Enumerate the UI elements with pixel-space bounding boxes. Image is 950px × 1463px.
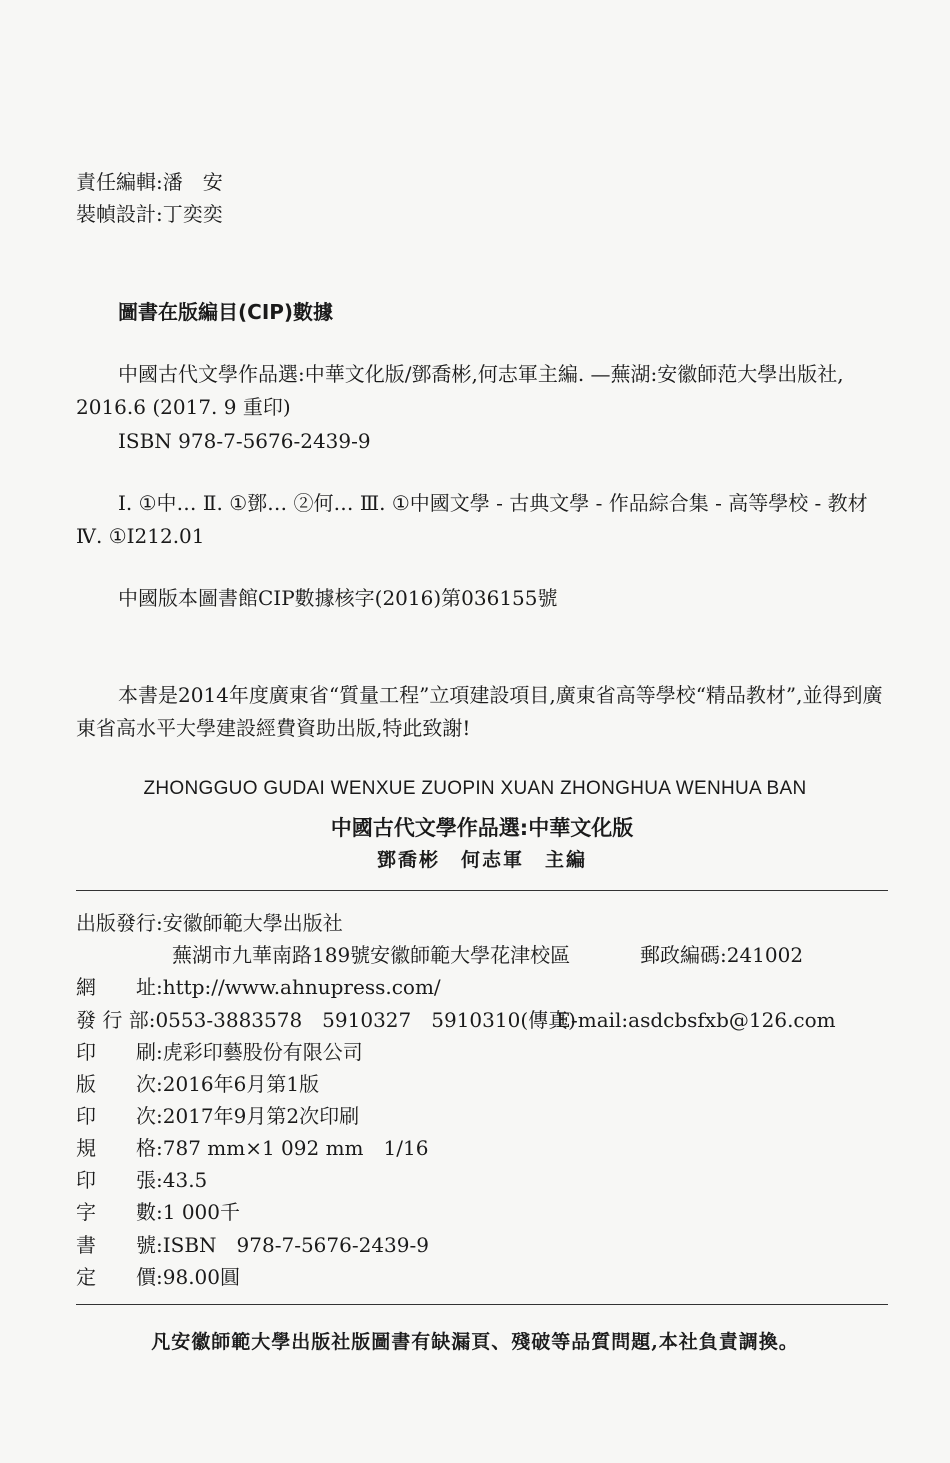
cip-approval: 中國版本圖書館CIP數據核字(2016)第036155號: [118, 586, 558, 610]
detail-label: 定 價: [76, 1265, 156, 1289]
detail-value: :43.5: [156, 1168, 208, 1192]
detail-value: :虎彩印藝股份有限公司: [156, 1040, 363, 1064]
detail-row: [76, 1006, 576, 1034]
detail-row: [76, 1102, 359, 1130]
detail-label: 印 次: [76, 1104, 156, 1128]
detail-value: :1 000千: [156, 1200, 240, 1224]
publisher-label: 出版發行:安徽師範大學出版社: [76, 911, 343, 935]
cip-isbn: ISBN 978-7-5676-2439-9: [118, 429, 371, 453]
detail-label: 印 張: [76, 1168, 156, 1192]
detail-label: 版 次: [76, 1072, 156, 1096]
postal-code: 郵政編碼:241002: [640, 943, 804, 967]
bottom-divider: [76, 1304, 888, 1305]
detail-label: 規 格: [76, 1136, 156, 1160]
cip-classification: Ⅰ. ①中… Ⅱ. ①鄧… ②何… Ⅲ. ①中國文學 - 古典文學 - 作品綜合集 - 高等學校 - 教材 Ⅳ. ①I212.01: [76, 491, 868, 548]
chief-editors: 鄧喬彬 何志軍 主編: [376, 849, 587, 871]
detail-label: 書 號: [76, 1233, 156, 1257]
cip-heading: 圖書在版編目(CIP)數據: [118, 300, 334, 324]
detail-row: [76, 1070, 319, 1098]
detail-value: :787 mm×1 092 mm 1/16: [156, 1136, 429, 1160]
responsible-editor: 責任編輯:潘 安: [76, 170, 223, 194]
publisher-address: 蕪湖市九華南路189號安徽師範大學花津校區: [172, 943, 571, 967]
acknowledgement: 本書是2014年度廣東省“質量工程”立項建設項目,廣東省高等學校“精品教材”,並得到廣東省高水平大學建設經費資助出版,特此致謝!: [76, 683, 883, 740]
detail-row: [76, 1134, 428, 1162]
detail-row: [76, 1263, 240, 1291]
detail-value: :http://www.ahnupress.com/: [156, 975, 441, 999]
quality-notice: 凡安徽師範大學出版社版圖書有缺漏頁、殘破等品質問題,本社負責調換。: [151, 1331, 799, 1353]
detail-label: 印 刷: [76, 1040, 156, 1064]
detail-row: [76, 1038, 363, 1066]
cip-record: 中國古代文學作品選:中華文化版/鄧喬彬,何志軍主編. —蕪湖:安徽師范大學出版社, 2016.6 (2017. 9 重印): [76, 362, 844, 419]
detail-value: :0553-3883578 5910327 5910310(傳真): [148, 1008, 576, 1032]
detail-row: [76, 973, 441, 1001]
detail-row: [76, 1231, 429, 1259]
detail-value: :98.00圓: [156, 1265, 240, 1289]
pinyin-title: ZHONGGUO GUDAI WENXUE ZUOPIN XUAN ZHONGHUA WENHUA BAN: [143, 778, 807, 799]
detail-value: :ISBN 978-7-5676-2439-9: [156, 1233, 429, 1257]
detail-label: 網 址: [76, 975, 156, 999]
cover-designer: 裝幀設計:丁奕奕: [76, 202, 223, 226]
detail-row: [76, 1166, 207, 1194]
email: E-mail:asdcbsfxb@126.com: [556, 1008, 836, 1032]
detail-row: [76, 1198, 240, 1226]
detail-value: :2016年6月第1版: [156, 1072, 320, 1096]
book-title: 中國古代文學作品選:中華文化版: [330, 816, 634, 840]
detail-label: 發 行 部: [76, 1008, 149, 1032]
detail-label: 字 數: [76, 1200, 156, 1224]
top-divider: [76, 890, 888, 891]
detail-value: :2017年9月第2次印刷: [156, 1104, 360, 1128]
